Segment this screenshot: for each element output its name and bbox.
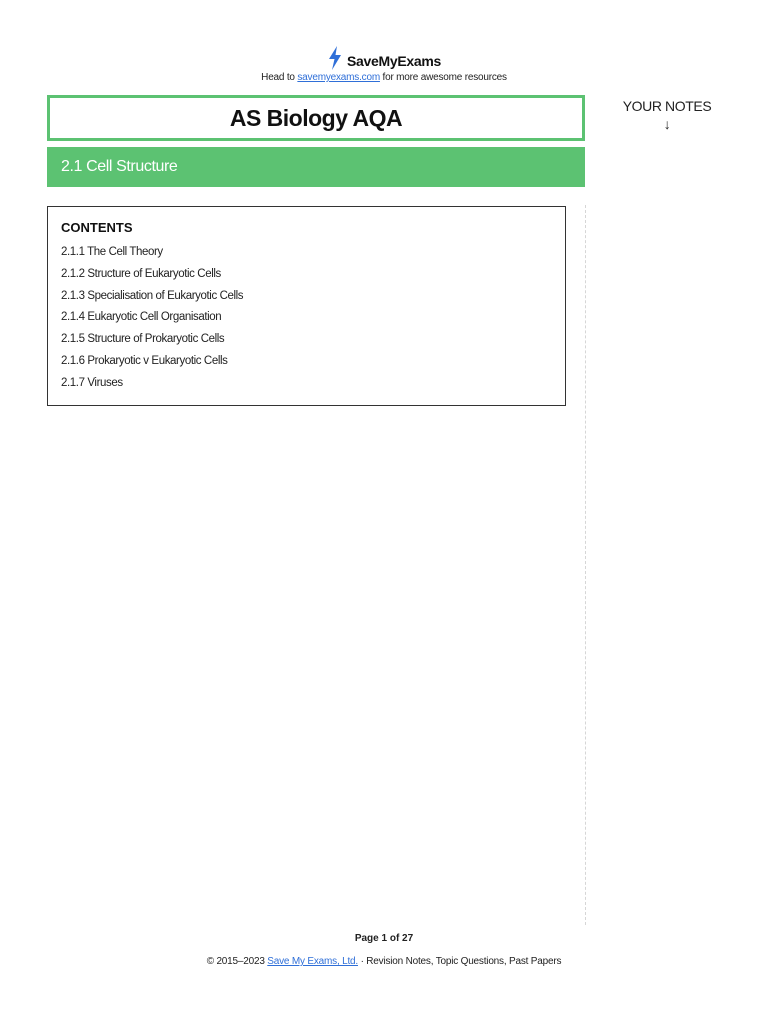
tagline-prefix: Head to: [261, 72, 298, 83]
contents-item[interactable]: 2.1.6 Prokaryotic v Eukaryotic Cells: [61, 354, 228, 367]
notes-label-text: YOUR NOTES: [622, 98, 712, 114]
arrow-down-icon: ↓: [663, 116, 671, 132]
savemyexams-link[interactable]: savemyexams.com: [297, 72, 380, 83]
page-number: Page 1 of 27: [354, 933, 414, 944]
contents-heading: CONTENTS: [61, 220, 133, 235]
brand-header: [0, 46, 768, 75]
section-title: 2.1 Cell Structure: [61, 158, 178, 175]
contents-item[interactable]: 2.1.4 Eukaryotic Cell Organisation: [61, 311, 222, 324]
copyright-prefix: © 2015–2023: [206, 956, 268, 967]
document-title: AS Biology AQA: [229, 104, 403, 131]
lightning-bolt-icon: [327, 46, 343, 75]
copyright-suffix: · Revision Notes, Topic Questions, Past Papers: [357, 956, 562, 967]
notes-divider: [585, 205, 586, 925]
save-my-exams-link[interactable]: Save My Exams, Ltd.: [267, 956, 358, 967]
copyright-footer: [0, 956, 768, 967]
contents-item[interactable]: 2.1.5 Structure of Prokaryotic Cells: [61, 333, 225, 346]
contents-box: [47, 206, 566, 406]
brand-name: SaveMyExams: [347, 52, 441, 69]
contents-item[interactable]: 2.1.1 The Cell Theory: [61, 246, 163, 258]
document-title-box: [47, 95, 585, 141]
contents-list: [61, 244, 243, 397]
tagline: [0, 72, 768, 83]
tagline-suffix: for more awesome resources: [379, 72, 507, 83]
your-notes-label: [612, 98, 722, 132]
contents-item[interactable]: 2.1.2 Structure of Eukaryotic Cells: [61, 267, 221, 280]
contents-item[interactable]: 2.1.7 Viruses: [61, 376, 123, 389]
contents-item[interactable]: 2.1.3 Specialisation of Eukaryotic Cells: [61, 289, 244, 302]
section-banner: [47, 147, 585, 187]
